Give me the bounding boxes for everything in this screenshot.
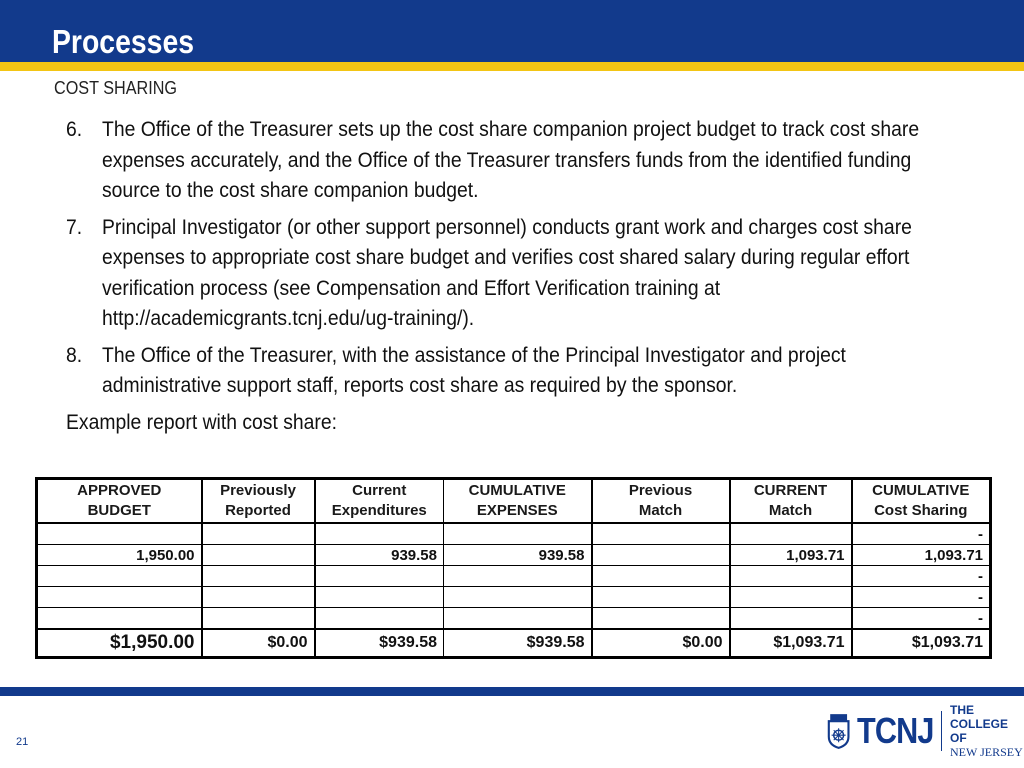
table-cell — [202, 587, 315, 608]
logo-abbreviation: TCNJ — [857, 710, 934, 751]
table-cell: - — [852, 608, 991, 630]
total-cell: $1,093.71 — [852, 629, 991, 658]
table-cell — [37, 608, 202, 630]
table-cell — [202, 608, 315, 630]
table-cell — [315, 608, 444, 630]
cost-share-report-table — [35, 477, 992, 659]
table-cell — [37, 587, 202, 608]
column-header: CUMULATIVE EXPENSES — [444, 479, 592, 524]
table-cell: - — [852, 587, 991, 608]
table-cell: - — [852, 523, 991, 545]
total-cell: $1,093.71 — [730, 629, 852, 658]
column-header: Current Expenditures — [315, 479, 444, 524]
table-cell — [730, 523, 852, 545]
total-cell: $1,950.00 — [37, 629, 202, 658]
total-cell: $939.58 — [444, 629, 592, 658]
table-cell: 939.58 — [444, 545, 592, 566]
table-cell — [37, 523, 202, 545]
table-cell — [592, 587, 730, 608]
page-title: Processes — [52, 23, 195, 60]
table-cell: 939.58 — [315, 545, 444, 566]
totals-row — [37, 629, 991, 658]
logo-divider — [941, 711, 942, 751]
table-cell — [592, 566, 730, 587]
step-text: The Office of the Treasurer, with the assistance of the Principal Investigator and project administrative support staff, reports cost share as required by the sponsor. — [102, 342, 846, 397]
step-number: 7. — [66, 214, 83, 239]
table-cell — [444, 608, 592, 630]
footer-stripe — [0, 687, 1024, 696]
table-row — [37, 523, 991, 545]
step-number: 6. — [66, 117, 83, 141]
table-cell — [315, 523, 444, 545]
column-header: CUMULATIVE Cost Sharing — [852, 479, 991, 524]
header-stripe — [0, 62, 1024, 71]
column-header: CURRENT Match — [730, 479, 852, 524]
table-cell: - — [852, 566, 991, 587]
table-cell — [202, 545, 315, 566]
logo-wordmark: THE COLLEGE OF NEW JERSEY — [950, 703, 1023, 759]
table-row — [37, 545, 991, 566]
steps-list — [66, 114, 966, 407]
table-cell — [37, 566, 202, 587]
table-cell: 1,093.71 — [852, 545, 991, 566]
total-cell: $0.00 — [202, 629, 315, 658]
table-cell — [202, 523, 315, 545]
tcnj-logo — [826, 704, 1024, 758]
page-number: 21 — [16, 736, 29, 748]
column-header: Previously Reported — [202, 479, 315, 524]
table-cell — [202, 566, 315, 587]
table-cell — [730, 566, 852, 587]
section-subtitle: COST SHARING — [54, 78, 178, 98]
column-header: Previous Match — [592, 479, 730, 524]
table-cell — [315, 587, 444, 608]
table-cell — [444, 566, 592, 587]
column-header: APPROVED BUDGET — [37, 479, 202, 524]
table-cell: 1,093.71 — [730, 545, 852, 566]
table-cell — [592, 608, 730, 630]
table-header-row — [37, 479, 991, 524]
table-cell — [592, 523, 730, 545]
table-cell: 1,950.00 — [37, 545, 202, 566]
table-cell — [315, 566, 444, 587]
table-cell — [592, 545, 730, 566]
college-seal-icon — [826, 705, 851, 757]
table-cell — [444, 523, 592, 545]
table-row — [37, 566, 991, 587]
step-text: Principal Investigator (or other support personnel) conducts grant work and charges cost share expenses to appropriate cost share budget and verifies cost shared salary during regular effort verification process (see Compensation and Effort Verification training at http://academicgrants.tcnj.edu/ug-training/). — [102, 214, 912, 330]
step-item — [66, 114, 966, 206]
table-row — [37, 608, 991, 630]
example-label: Example report with cost share: — [66, 410, 338, 434]
table-cell — [444, 587, 592, 608]
table-cell — [730, 587, 852, 608]
step-item — [66, 340, 966, 401]
step-item — [66, 212, 966, 334]
total-cell: $0.00 — [592, 629, 730, 658]
step-number: 8. — [66, 342, 83, 367]
total-cell: $939.58 — [315, 629, 444, 658]
table-row — [37, 587, 991, 608]
table-cell — [730, 608, 852, 630]
step-text: The Office of the Treasurer sets up the cost share companion project budget to track cost share expenses accurately, and the Office of the Treasurer transfers funds from the identified funding source to the cost share companion budget. — [102, 117, 920, 202]
